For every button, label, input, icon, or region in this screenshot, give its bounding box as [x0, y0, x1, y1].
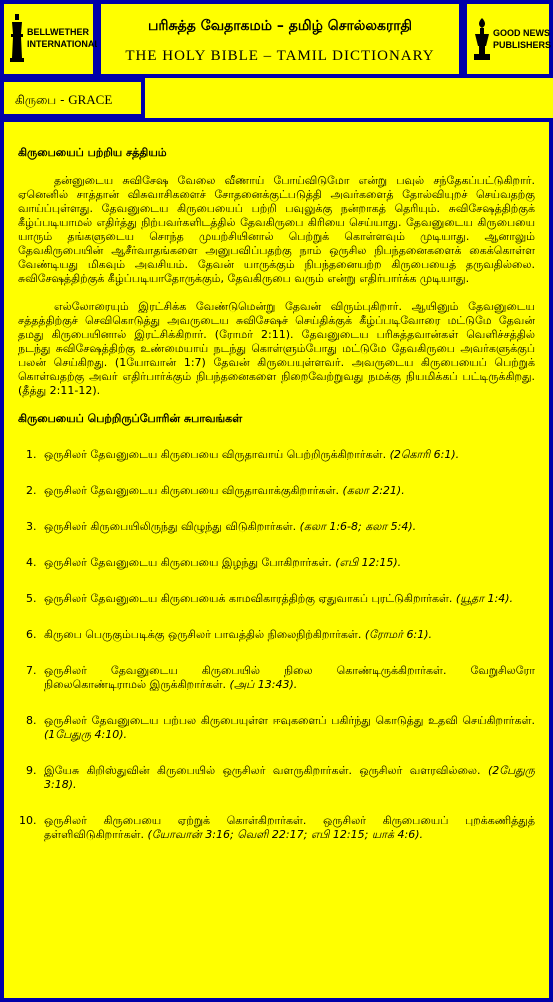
list-item: 8. ஒருசிலர் தேவனுடைய பற்பல கிருபையுள்ள ஈவுகளைப் பகிர்ந்து கொடுத்து உதவி செய்கிறார்கள். (1பேதுரு 4:10). [40, 714, 535, 742]
scripture-ref: (கலா 1:6-8; கலா 5:4). [299, 520, 417, 533]
title-tamil: பரிசுத்த வேதாகமம் – தமிழ் சொல்லகராதி [148, 18, 412, 34]
scripture-ref: (யோவான் 3:16; வெளி 22:17; எபி 12:15; யாக் 4:6). [147, 828, 424, 841]
article [18, 146, 535, 864]
list-item: 1. ஒருசிலர் தேவனுடைய கிருபையை விருதாவாய் பெற்றிருக்கிறார்கள். (2கொரி 6:1). [40, 448, 535, 462]
list-item: 5. ஒருசிலர் தேவனுடைய கிருபையைக் காமவிகாரத்திற்கு ஏதுவாகப் புரட்டுகிறார்கள். (யூதா 1:4). [40, 592, 535, 606]
section1-heading: கிருபையைப் பற்றிய சத்தியம் [18, 146, 167, 159]
scripture-ref: (2கொரி 6:1). [389, 448, 460, 461]
goodnews-logo [473, 18, 551, 60]
list-item: 4. ஒருசிலர் தேவனுடைய கிருபையை இழந்து போகிறார்கள். (எபி 12:15). [40, 556, 535, 570]
bellwether-logo-box [0, 0, 100, 78]
section2-heading: கிருபையைப் பெற்றிருப்போரின் சுபாவங்கள் [18, 412, 243, 425]
list-item: 7. ஒருசிலர் தேவனுடைய கிருபையில் நிலை கொண்டிருக்கிறார்கள். வேறுசிலரோ நிலைகொண்டிராமல் இருக்கிறார்கள். (அப் 13:43). [40, 664, 535, 692]
breadcrumb-tamil: கிருபை [15, 93, 57, 107]
list-item: 2. ஒருசிலர் தேவனுடைய கிருபையை விருதாவாக்குகிறார்கள். (கலா 2:21). [40, 484, 535, 498]
title-english: THE HOLY BIBLE – TAMIL DICTIONARY [125, 48, 435, 64]
list-item: 6. கிருபை பெருகும்படிக்கு ஒருசிலர் பாவத்தில் நிலைநிற்கிறார்கள். (ரோமர் 6:1). [40, 628, 535, 642]
scripture-ref: (யூதா 1:4). [455, 592, 514, 605]
main-content [0, 118, 553, 1002]
logo-line-2: PUBLISHERS [493, 40, 552, 50]
logo-line-1: GOOD NEWS [493, 28, 551, 38]
characteristics-list [18, 448, 535, 842]
logo-line-1: BELLWETHER [27, 27, 89, 37]
bell-tower-icon [10, 14, 24, 62]
breadcrumb-separator: - [56, 93, 69, 107]
goodnews-logo-box [463, 0, 553, 78]
logo-line-2: INTERNATIONAL [27, 39, 100, 49]
section1-paragraph-1: தன்னுடைய சுவிசேஷ வேலை வீணாய் போய்விடுமோ என்று பவுல் சந்தேகப்பட்டுகிறார். ஏனெனில் சாத்தான் விசுவாசிகளைச் சோதனைக்குட்படுத்தி அவர்களைத் தோல்வியுறச் செய்வதற்கு வாய்ப்புள்ளது. தேவனுடைய கிருபையைப் பற்றி பவுலுக்கு நன்றாகத் தெரியும். சுவிசேஷத்திற்குக் கீழ்ப்படியாமல் எதிர்த்து நிற்பவர்களிடத்தில் தேவகிருபை கிரியை செய்யாது. தேவனுடைய கிருபையை யாரும் தங்களுடைய சொந்த முயற்சியினால் பெற்றுக் கொள்ளவும் முடியாது. ஆனாலும் தேவகிருபையின் ஆசீர்வாதங்களை அனுபவிப்பதற்கு நாம் ஒருசில நிபந்தனைகளைக் கைக்கொள்ள வேண்டியது மிகவும் அவசியம். தேவன் யாருக்கும் நிபந்தனையற்ற கிருபையைத் தருவதில்லை. சுவிசேஷத்திற்குக் கீழ்ப்படியாதோருக்கும், தேவகிருபை வரும் என்று எதிர்பார்க்க முடியாது. [18, 174, 535, 285]
breadcrumb [0, 78, 145, 118]
bellwether-logo [10, 14, 100, 62]
scripture-ref: (1பேதுரு 4:10). [44, 728, 128, 741]
scripture-ref: (ரோமர் 6:1). [364, 628, 432, 641]
list-item: 3. ஒருசிலர் கிருபையிலிருந்து விழுந்து விடுகிறார்கள். (கலா 1:6-8; கலா 5:4). [40, 520, 535, 534]
scripture-ref: (2பேதுரு 3:18). [44, 764, 536, 791]
list-item: 9. இயேசு கிறிஸ்துவின் கிருபையில் ஒருசிலர் வளருகிறார்கள். ஒருசிலர் வளரவில்லை. (2பேதுரு 3:18). [40, 764, 535, 792]
scripture-ref: (அப் 13:43). [229, 678, 298, 691]
scripture-ref: (எபி 12:15). [335, 556, 402, 569]
header-title-box [97, 0, 463, 78]
lamp-icon [473, 18, 491, 60]
scripture-ref: (கலா 2:21). [342, 484, 405, 497]
section1-paragraph-2: எல்லோரையும் இரட்சிக்க வேண்டுமென்று தேவன் விரும்புகிறார். ஆயினும் தேவனுடைய சத்தத்திற்குச் செவிகொடுத்து அவருடைய சுவிசேஷச் செய்திக்குக் கீழ்ப்படிவோரை மட்டுமே தேவன் தமது கிருபையினால் இரட்சிக்கிறார். (ரோமர் 2:11). தேவனுடைய பரிசுத்தவான்கள் வெளிச்சத்தில் நடந்து சுவிசேஷத்திற்கு உண்மையாய் நடந்து கொள்ளும்போது மட்டுமே தேவகிருபை அவர்களுக்குப் பலன் செய்கிறது. (1யோவான் 1:7) தேவன் கிருபையுள்ளவர். அவருடைய கிருபையைப் பெற்றுக் கொள்வதற்கு அவர் எதிர்பார்க்கும் நிபந்தனைகளை நிறைவேற்றுவது நமக்கு நியமிக்கப் பட்டிருக்கிறது. (தீத்து 2:11-12). [18, 300, 535, 397]
breadcrumb-english: GRACE [68, 92, 113, 107]
list-item: 10. ஒருசிலர் கிருபையை ஏற்றுக் கொள்கிறார்கள். ஒருசிலர் கிருபையைப் புறக்கணித்துத் தள்ளிவிடுகிறார்கள். (யோவான் 3:16; வெளி 22:17; எபி 12:15; யாக் 4:6). [40, 814, 535, 842]
